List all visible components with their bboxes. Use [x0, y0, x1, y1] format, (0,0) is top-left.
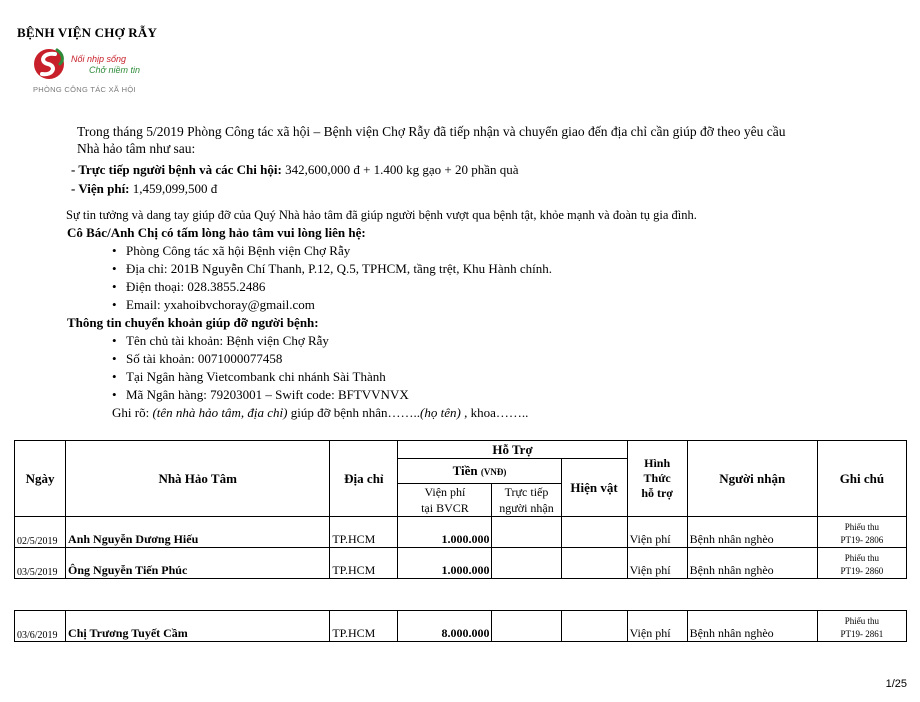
- summary-fee-label: - Viện phí:: [71, 181, 130, 196]
- summary-direct: [71, 161, 519, 179]
- cell-form: Viện phí: [627, 548, 687, 579]
- header-money: [398, 459, 561, 484]
- cell-date: 02/5/2019: [15, 517, 66, 548]
- cell-note-l1: Phiếu thu: [844, 553, 880, 563]
- note-mid: giúp đỡ bệnh nhân……..: [287, 405, 421, 420]
- intro-line-2: Nhà hảo tâm như sau:: [77, 141, 196, 156]
- note-italic-name: (họ tên): [420, 405, 461, 420]
- cell-in-kind: [561, 517, 627, 548]
- cell-note-l2: PT19- 2861: [840, 629, 884, 639]
- header-donor: Nhà Hảo Tâm: [66, 441, 330, 517]
- cell-address: TP.HCM: [330, 517, 398, 548]
- cell-address: TP.HCM: [330, 611, 398, 642]
- cell-donor: Ông Nguyễn Tiến Phúc: [66, 548, 330, 579]
- cell-donor: Anh Nguyễn Dương Hiếu: [66, 517, 330, 548]
- page-number: 1/25: [885, 678, 907, 690]
- cell-form: Viện phí: [627, 611, 687, 642]
- contact-item-phone: • Điện thoại: 028.3855.2486: [126, 278, 265, 296]
- cell-direct: [492, 548, 561, 579]
- note-prefix: Ghi rõ:: [112, 405, 153, 420]
- header-date: Ngày: [15, 441, 66, 517]
- header-money-unit: (VNĐ): [480, 467, 507, 477]
- summary-direct-value: 342,600,000 đ + 1.400 kg gạo + 20 phần quà: [281, 162, 519, 177]
- cell-in-kind: [561, 548, 627, 579]
- header-direct-l1: Trực tiếp: [504, 485, 549, 499]
- header-money-label: Tiền: [452, 463, 478, 478]
- header-form-l2: Thức: [643, 471, 671, 485]
- logo-mark-icon: [33, 46, 67, 82]
- cell-date: 03/6/2019: [15, 611, 66, 642]
- table-row: [15, 548, 907, 579]
- note-suffix: , khoa……..: [460, 405, 529, 420]
- cell-hospital-fee: 1.000.000: [398, 548, 492, 579]
- logo-slogan-1: Nối nhịp sống: [71, 54, 127, 64]
- header-hospital-fee-l1: Viện phí: [424, 485, 466, 499]
- cell-direct: [492, 611, 561, 642]
- cell-in-kind: [561, 611, 627, 642]
- contact-item-email: • Email: yxahoibvchoray@gmail.com: [126, 296, 315, 314]
- logo-department: PHÒNG CÔNG TÁC XÃ HỘI: [33, 85, 136, 94]
- cell-note-l1: Phiếu thu: [844, 616, 880, 626]
- transfer-item-bank: • Tại Ngân hàng Vietcombank chi nhánh Sài Thành: [126, 368, 386, 386]
- cell-note: [817, 548, 906, 579]
- cell-recipient: Bệnh nhân nghèo: [687, 548, 817, 579]
- cell-note-l2: PT19- 2806: [840, 535, 884, 545]
- cell-hospital-fee: 8.000.000: [398, 611, 492, 642]
- header-address: Địa chỉ: [330, 441, 398, 517]
- header-note: Ghi chú: [817, 441, 906, 517]
- cell-note-l1: Phiếu thu: [844, 522, 880, 532]
- header-hospital-fee: [398, 484, 492, 517]
- hospital-name: BỆNH VIỆN CHỢ RẪY: [17, 25, 158, 40]
- cell-address: TP.HCM: [330, 548, 398, 579]
- header-direct-l2: người nhận: [499, 501, 554, 515]
- cell-recipient: Bệnh nhân nghèo: [687, 517, 817, 548]
- donation-table: [14, 440, 907, 579]
- transfer-item-account-number: • Số tài khoản: 0071000077458: [126, 350, 282, 368]
- donation-table-continued: [14, 610, 907, 642]
- table-row: [15, 517, 907, 548]
- thanks-text: Sự tin tưởng và dang tay giúp đỡ của Quý Nhà hảo tâm đã giúp người bệnh vượt qua bệnh tật, khỏe mạnh và đoàn tụ gia đình.: [66, 208, 697, 222]
- cell-form: Viện phí: [627, 517, 687, 548]
- cell-note-l2: PT19- 2860: [840, 566, 884, 576]
- transfer-heading: Thông tin chuyển khoản giúp đỡ người bệnh:: [67, 315, 319, 330]
- cell-note: [817, 611, 906, 642]
- summary-fee: [71, 180, 217, 198]
- intro-paragraph: [77, 123, 897, 157]
- summary-direct-label: - Trực tiếp người bệnh và các Chi hội:: [71, 162, 282, 177]
- contact-item-department: • Phòng Công tác xã hội Bệnh viện Chợ Rẫy: [126, 242, 350, 260]
- contact-item-address: • Địa chỉ: 201B Nguyễn Chí Thanh, P.12, Q.5, TPHCM, tầng trệt, Khu Hành chính.: [126, 260, 552, 278]
- cell-donor: Chị Trương Tuyết Cầm: [66, 611, 330, 642]
- transfer-note: [112, 404, 528, 422]
- contact-heading: Cô Bác/Anh Chị có tấm lòng hảo tâm vui lòng liên hệ:: [67, 225, 366, 240]
- note-italic-donor: (tên nhà hảo tâm, địa chỉ): [152, 405, 288, 420]
- header-support: Hỗ Trợ: [398, 441, 627, 459]
- header-hospital-fee-l2: tại BVCR: [421, 501, 469, 515]
- cell-note: [817, 517, 906, 548]
- cell-direct: [492, 517, 561, 548]
- header-recipient: Người nhận: [687, 441, 817, 517]
- cell-hospital-fee: 1.000.000: [398, 517, 492, 548]
- summary-fee-value: 1,459,099,500 đ: [129, 181, 218, 196]
- header-in-kind: Hiện vật: [561, 459, 627, 517]
- table-row: [15, 611, 907, 642]
- header-direct: [492, 484, 561, 517]
- header-form-l3: hỗ trợ: [641, 486, 673, 500]
- transfer-item-account-name: • Tên chủ tài khoản: Bệnh viện Chợ Rẫy: [126, 332, 329, 350]
- transfer-item-swift: • Mã Ngân hàng: 79203001 – Swift code: BFTVVNVX: [126, 386, 409, 404]
- cell-recipient: Bệnh nhân nghèo: [687, 611, 817, 642]
- intro-line-1: Trong tháng 5/2019 Phòng Công tác xã hội – Bệnh viện Chợ Rẫy đã tiếp nhận và chuyển giao đến địa chỉ cần giúp đỡ theo yêu cầu: [77, 124, 786, 139]
- header-form-l1: Hình: [644, 456, 671, 470]
- header-form: [627, 441, 687, 517]
- logo: [33, 46, 153, 98]
- logo-slogan-2: Chở niềm tin: [89, 65, 140, 75]
- cell-date: 03/5/2019: [15, 548, 66, 579]
